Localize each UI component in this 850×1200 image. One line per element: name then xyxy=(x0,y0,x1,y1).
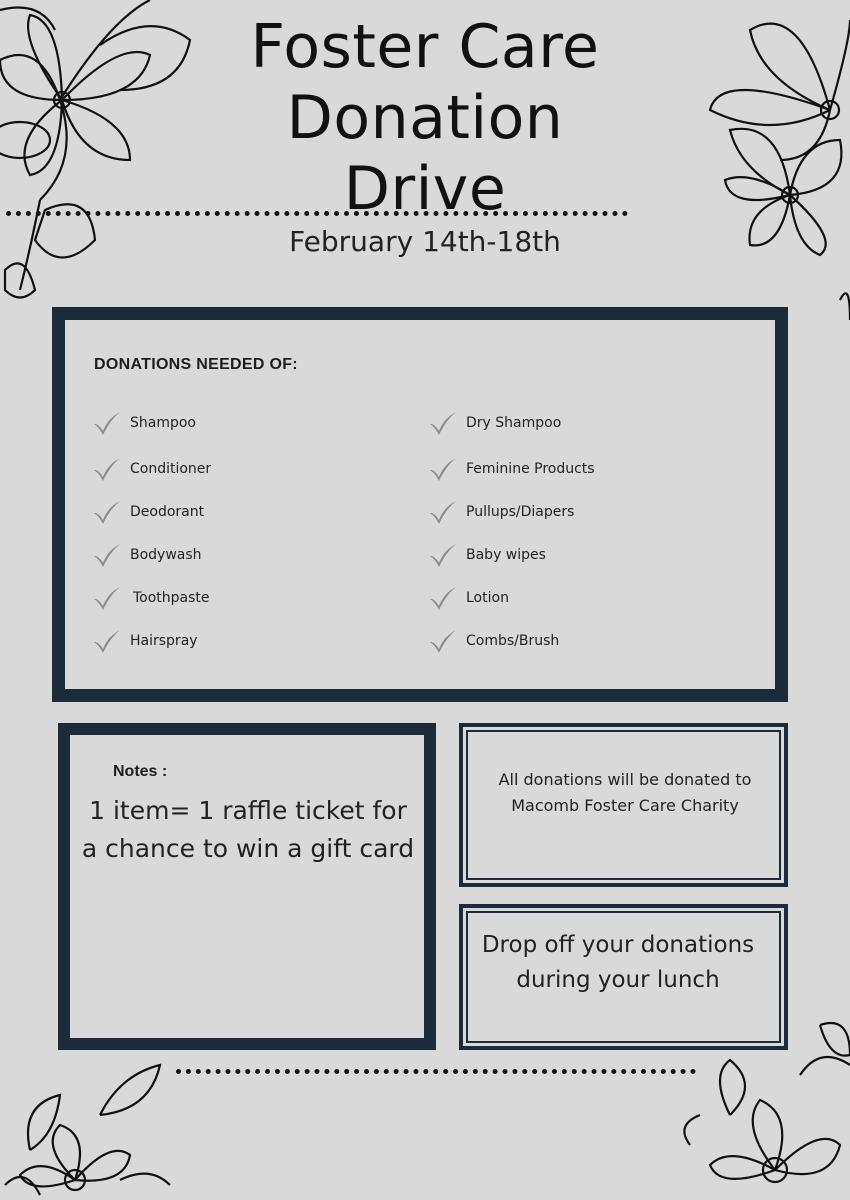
checkmark-icon xyxy=(428,499,458,525)
donation-item xyxy=(92,542,202,568)
donation-item-label: Toothpaste xyxy=(133,590,210,606)
checkmark-icon xyxy=(428,456,458,482)
donation-item xyxy=(428,456,595,482)
checkmark-icon xyxy=(92,585,122,611)
donation-item xyxy=(92,628,198,654)
donation-item xyxy=(92,410,196,436)
donation-item-label: Pullups/Diapers xyxy=(466,504,575,520)
donation-item-label: Feminine Products xyxy=(466,461,595,477)
checkmark-icon xyxy=(92,410,122,436)
checkmark-icon xyxy=(428,542,458,568)
event-date: February 14th-18th xyxy=(289,225,561,258)
dropoff-text: Drop off your donations during your lunch xyxy=(481,932,755,993)
donation-item-label: Lotion xyxy=(466,590,509,606)
info-text: All donations will be donated to Macomb Foster Care Charity xyxy=(498,770,752,815)
flower-illustration-bottom-left xyxy=(0,1055,175,1200)
checkmark-icon xyxy=(92,628,122,654)
donation-item xyxy=(92,499,204,525)
donation-item xyxy=(428,628,559,654)
donation-item xyxy=(428,499,574,525)
dotted-divider-bottom xyxy=(176,1069,696,1074)
donation-item-label: Baby wipes xyxy=(466,547,546,563)
dotted-divider-top xyxy=(6,211,628,216)
checkmark-icon xyxy=(428,628,458,654)
donation-item-label: Combs/Brush xyxy=(466,633,560,649)
donation-item-label: Dry Shampoo xyxy=(466,415,562,431)
title-line-2: Donation xyxy=(286,83,564,153)
checkmark-icon xyxy=(428,585,458,611)
donation-item-label: Conditioner xyxy=(130,461,212,477)
notes-text: 1 item= 1 raffle ticket for a chance to win a gift card xyxy=(81,796,415,863)
checkmark-icon xyxy=(92,456,122,482)
title-line-1: Foster Care xyxy=(250,12,600,82)
donation-item xyxy=(92,585,210,611)
checkmark-icon xyxy=(92,499,122,525)
donation-item xyxy=(428,542,546,568)
donation-item xyxy=(92,456,211,482)
donation-item xyxy=(428,585,509,611)
donation-item xyxy=(428,410,561,436)
checkmark-icon xyxy=(92,542,122,568)
donation-item-label: Hairspray xyxy=(130,633,198,649)
donations-heading: DONATIONS NEEDED OF: xyxy=(94,356,298,373)
checkmark-icon xyxy=(428,410,458,436)
donation-item-label: Deodorant xyxy=(130,504,205,520)
title-line-3: Drive xyxy=(343,154,507,224)
donation-item-label: Bodywash xyxy=(130,547,202,563)
donation-item-label: Shampoo xyxy=(130,415,196,431)
notes-label: Notes : xyxy=(113,763,168,780)
